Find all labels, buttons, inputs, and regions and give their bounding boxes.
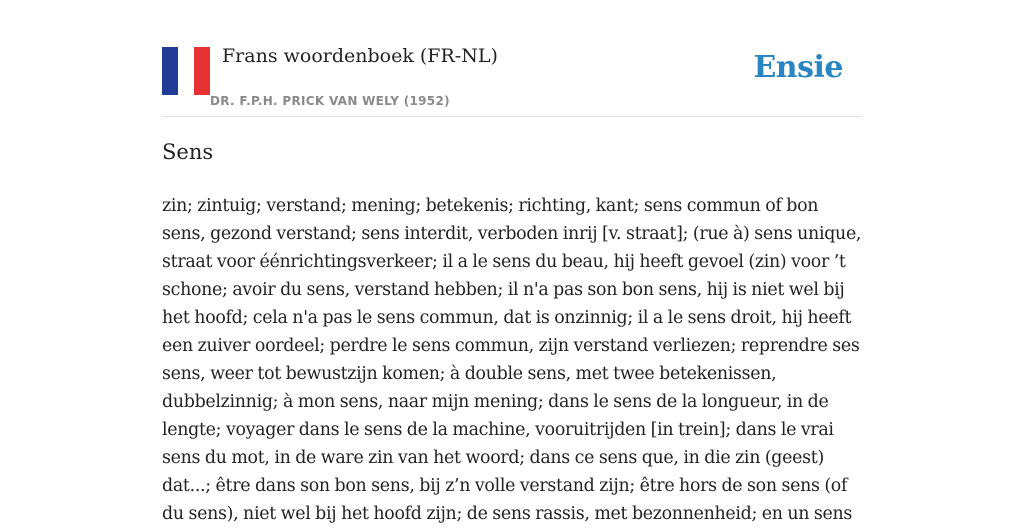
flag-stripe-white bbox=[178, 47, 194, 95]
dictionary-header bbox=[162, 40, 862, 117]
french-flag-icon bbox=[162, 47, 210, 95]
dictionary-title[interactable]: Frans woordenboek (FR-NL) bbox=[222, 45, 498, 67]
flag-stripe-red bbox=[194, 47, 210, 95]
ensie-logo[interactable]: Ensie bbox=[753, 50, 843, 85]
dictionary-author: DR. F.P.H. PRICK VAN WELY (1952) bbox=[210, 94, 450, 108]
entry-definition: zin; zintuig; verstand; mening; betekenis; richting, kant; sens commun of bon sens, gezond verstand; sens interdit, verboden inrij [v. straat]; (rue à) sens unique, straat voor éénrichtingsverkeer; il a le sens du beau, hij heeft gevoel (zin) voor ’t schone; avoir du sens, verstand hebben; il n'a pas son bon sens, hij is niet wel bij het hoofd; cela n'a pas le sens commun, dat is onzinnig; il a le sens droit, hij heeft een zuiver oordeel; perdre le sens commun, zijn verstand verliezen; reprendre ses sens, weer tot bewustzijn komen; à double sens, met twee betekenissen, dubbelzinnig; à mon sens, naar mijn mening; dans le sens de la longueur, in de lengte; voyager dans le sens de la machine, vooruitrijden [in trein]; dans le vrai sens du mot, in de ware zin van het woord; dans ce sens que, in die zin (geest) dat...; être dans son bon sens, bij z’n volle verstand zijn; être hors de son sens (of du sens), niet wel bij het hoofd zijn; de sens rassis, met bezonnenheid; en un sens bbox=[162, 196, 862, 524]
flag-stripe-blue bbox=[162, 47, 178, 95]
entry-headword: Sens bbox=[162, 140, 214, 164]
